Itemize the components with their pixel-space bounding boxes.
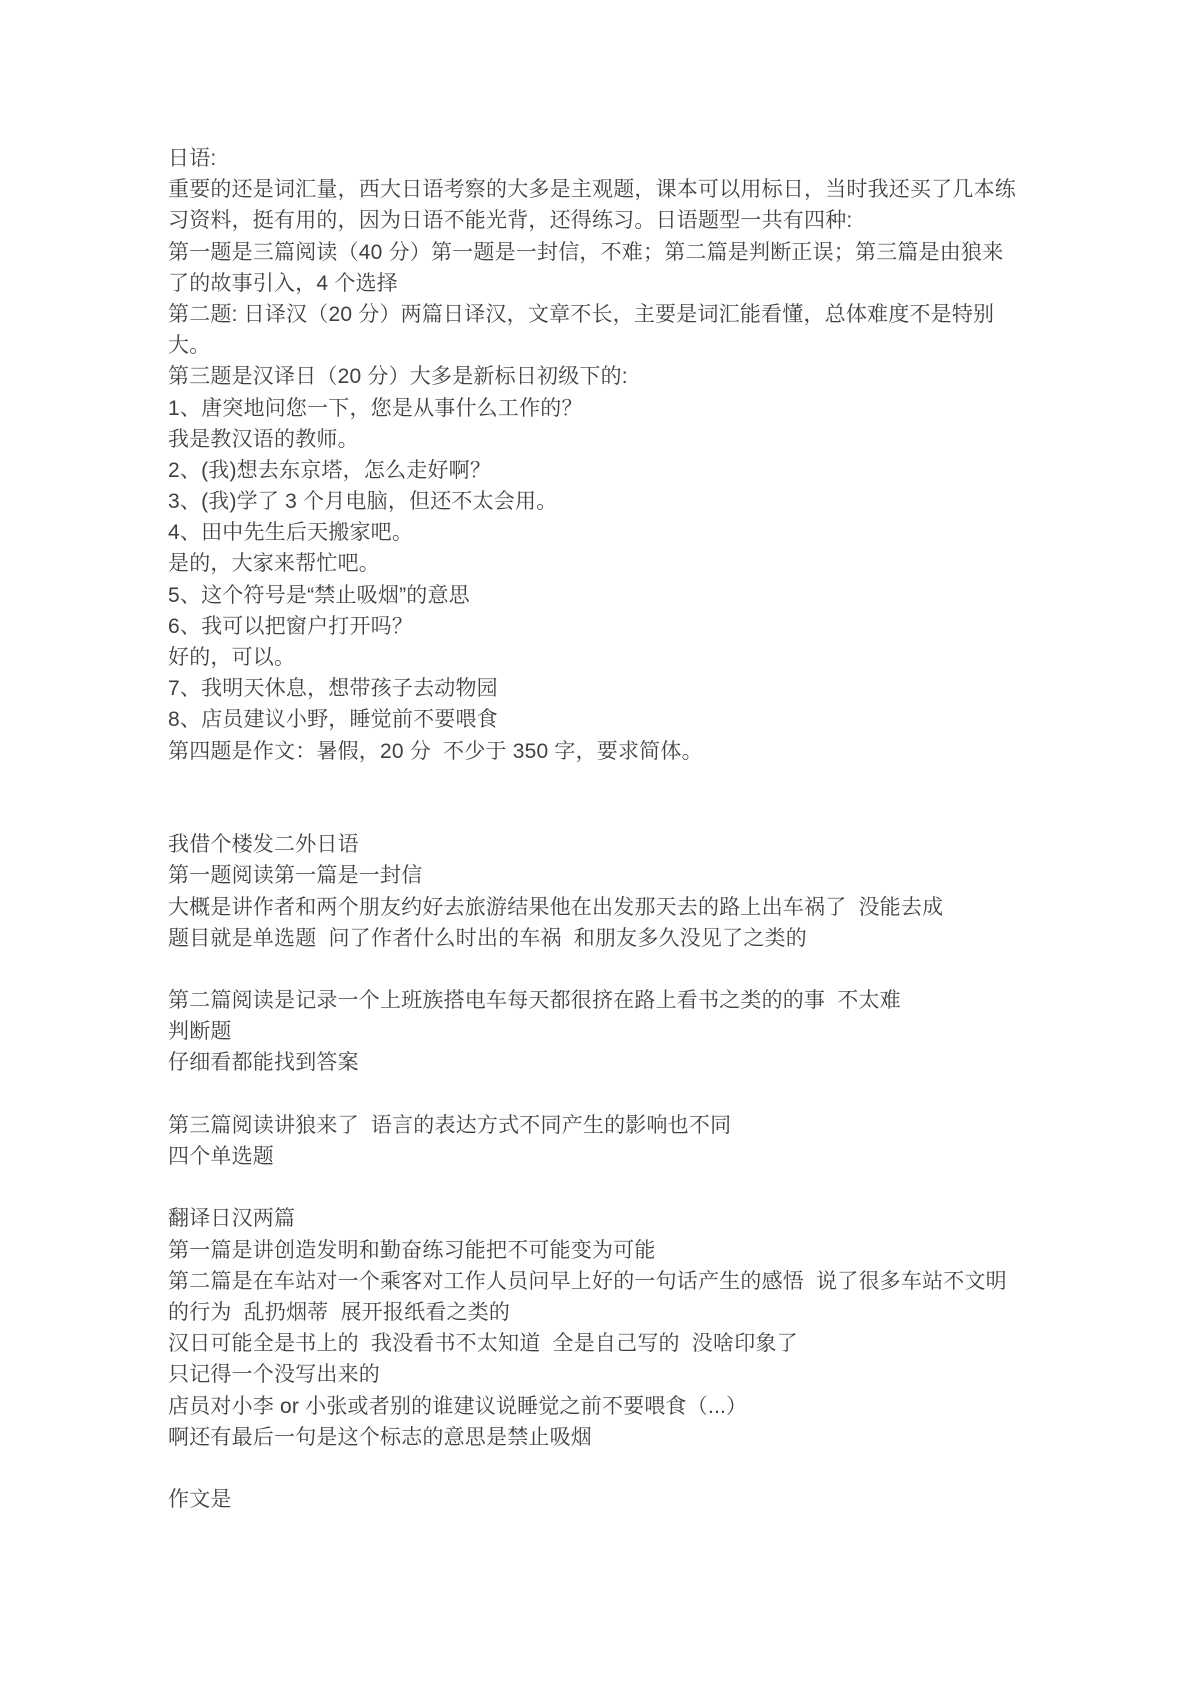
text-line: 我借个楼发二外日语 xyxy=(168,833,359,857)
text-line: 第二篇是在车站对一个乘客对工作人员问早上好的一句话产生的感悟 说了很多车站不文明 xyxy=(168,1269,1007,1293)
text-line: 8、店员建议小野，睡觉前不要喂食 xyxy=(168,708,498,732)
blank-line xyxy=(168,1453,1048,1484)
text-line: 2、(我)想去东京塔，怎么走好啊？ xyxy=(168,458,492,482)
text-line: 只记得一个没写出来的 xyxy=(168,1363,380,1387)
text-line: 的行为 乱扔烟蒂 展开报纸看之类的 xyxy=(168,1300,511,1324)
text-line: 四个单选题 xyxy=(168,1145,274,1168)
text-line: 汉日可能全是书上的 我没看书不太知道 全是自己写的 没啥印象了 xyxy=(168,1332,798,1356)
text-line: 判断题 xyxy=(168,1020,232,1044)
text-line: 第一题是三篇阅读（40 分）第一题是一封信，不难；第二篇是判断正误；第三篇是由狼来 xyxy=(168,240,1004,264)
text-line: 啊还有最后一句是这个标志的意思是禁止吸烟 xyxy=(168,1425,592,1449)
text-line: 大。 xyxy=(168,334,211,358)
text-line: 好的，可以。 xyxy=(168,646,296,669)
text-line: 店员对小李 or 小张或者别的谁建议说睡觉之前不要喂食（...） xyxy=(168,1394,748,1418)
text-line: 第二题: 日译汉（20 分）两篇日译汉，文章不长，主要是词汇能看懂，总体难度不是特别 xyxy=(168,302,995,326)
text-line: 第二篇阅读是记录一个上班族搭电车每天都很挤在路上看书之类的的事 不太难 xyxy=(168,989,901,1013)
text-line: 习资料，挺有用的，因为日语不能光背，还得练习。日语题型一共有四种: xyxy=(168,209,853,233)
text-line: 作文是 xyxy=(168,1488,232,1512)
text-line: 了的故事引入，4 个选择 xyxy=(168,271,398,295)
text-line: 翻译日汉两篇 xyxy=(168,1207,296,1231)
text-line: 第三题是汉译日（20 分）大多是新标日初级下的: xyxy=(168,365,628,389)
text-line: 4、田中先生后天搬家吧。 xyxy=(168,521,414,545)
text-line: 重要的还是词汇量，西大日语考察的大多是主观题，课本可以用标日，当时我还买了几本练 xyxy=(168,178,1016,202)
text-line: 5、这个符号是“禁止吸烟”的意思 xyxy=(168,583,470,607)
text-line: 我是教汉语的教师。 xyxy=(168,427,359,451)
text-line: 是的，大家来帮忙吧。 xyxy=(168,552,380,576)
text-line: 第一篇是讲创造发明和勤奋练习能把不可能变为可能 xyxy=(168,1238,656,1262)
blank-line xyxy=(168,954,1048,985)
text-line: 仔细看都能找到答案 xyxy=(168,1051,359,1075)
blank-line xyxy=(168,1079,1048,1110)
text-line: 题目就是单选题 问了作者什么时出的车祸 和朋友多久没见了之类的 xyxy=(168,926,807,950)
text-line: 7、我明天休息，想带孩子去动物园 xyxy=(168,677,498,701)
blank-line xyxy=(168,1172,1048,1203)
text-line: 大概是讲作者和两个朋友约好去旅游结果他在出发那天去的路上出车祸了 没能去成 xyxy=(168,895,944,919)
text-line: 6、我可以把窗户打开吗？ xyxy=(168,614,414,638)
text-line: 第一题阅读第一篇是一封信 xyxy=(168,864,423,888)
text-line: 3、(我)学了 3 个月电脑，但还不太会用。 xyxy=(168,490,558,514)
blank-line xyxy=(168,767,1048,798)
blank-line xyxy=(168,798,1048,829)
text-line: 1、唐突地问您一下，您是从事什么工作的？ xyxy=(168,396,583,420)
text-line: 第三篇阅读讲狼来了 语言的表达方式不同产生的影响也不同 xyxy=(168,1113,732,1137)
document-body xyxy=(168,143,1048,1515)
text-line: 日语: xyxy=(168,147,217,170)
text-line: 第四题是作文：暑假，20 分 不少于 350 字，要求简体。 xyxy=(168,739,703,763)
